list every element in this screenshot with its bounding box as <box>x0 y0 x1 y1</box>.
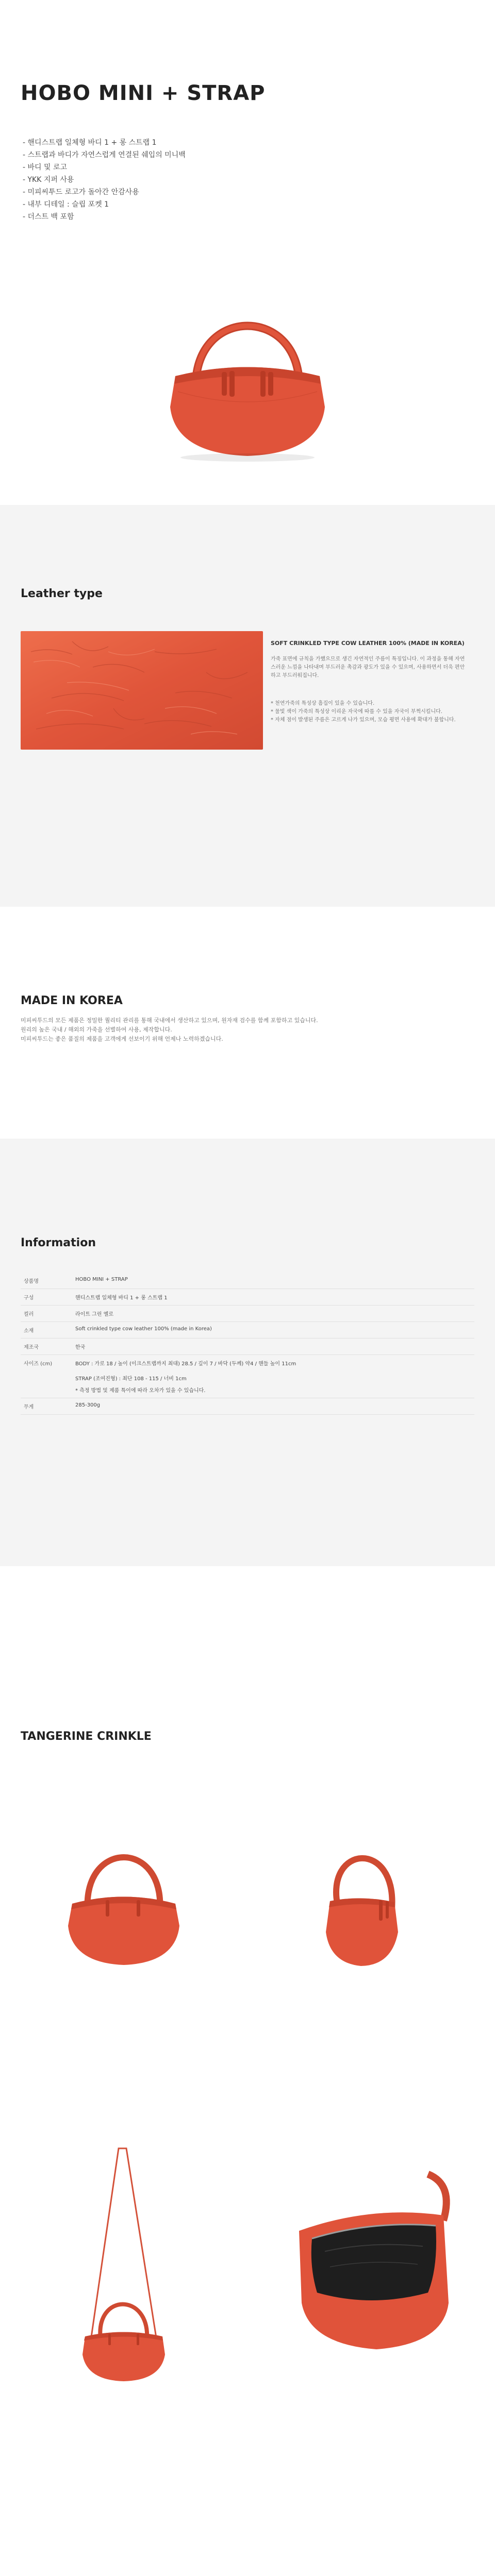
feature-item: - 바디 및 로고 <box>23 163 68 172</box>
info-value: * 측정 방법 및 제품 특이에 따라 오차가 있을 수 있습니다. <box>75 1388 206 1394</box>
info-key: 컬러 <box>21 1306 72 1322</box>
information-table <box>21 1273 474 1415</box>
feature-item: - 더스트 백 포함 <box>23 213 74 221</box>
leather-heading: Leather type <box>21 587 103 600</box>
info-value: Soft crinkled type cow leather 100% (made in Korea) <box>72 1322 474 1338</box>
feature-item: - YKK 지퍼 사용 <box>23 176 74 184</box>
feature-list <box>23 137 186 223</box>
info-key: 사이즈 (cm) <box>21 1355 72 1398</box>
product-photo-side <box>289 1808 433 1978</box>
leather-type-section <box>0 505 495 907</box>
table-row <box>21 1273 474 1289</box>
leather-description: 가죽 표면에 규칙을 가했으므로 생긴 자연적인 주름이 특징입니다. 이 과정을 통해 자연스러운 느낌을 나타내며 부드러운 촉감과 광도가 있을 수 있으며, 사용하면서 더욱 편안하고 부드러워집니다. <box>271 656 465 679</box>
feature-item: - 핸디스트랩 일체형 바디 1 + 롱 스트랩 1 <box>23 139 157 147</box>
header-section <box>0 0 495 505</box>
product-title: HOBO MINI + STRAP <box>21 81 266 105</box>
info-key: 상품명 <box>21 1273 72 1289</box>
table-row <box>21 1322 474 1338</box>
info-value: 한국 <box>72 1338 474 1355</box>
info-key: 구성 <box>21 1289 72 1306</box>
info-key: 무게 <box>21 1398 72 1415</box>
feature-item: - 내부 디테일 : 슬립 포켓 1 <box>23 200 109 209</box>
leather-note: * 물빛 색이 가죽의 특성상 이리운 자국에 따를 수 있을 자국이 부쩍시킬니다. <box>271 709 442 715</box>
made-in-korea-heading: MADE IN KOREA <box>21 994 123 1007</box>
info-value: HOBO MINI + STRAP <box>72 1273 474 1289</box>
made-in-korea-line: 미피씨투드는 좋은 품질의 제품을 고객에게 선보이기 위해 언제나 노력하겠습니다. <box>21 1036 223 1042</box>
info-key: 소재 <box>21 1322 72 1338</box>
table-row <box>21 1306 474 1322</box>
info-value: 285-300g <box>72 1398 474 1415</box>
leather-notes <box>271 700 467 724</box>
made-in-korea-section <box>0 907 495 1139</box>
tangerine-heading: TANGERINE CRINKLE <box>21 1730 152 1743</box>
info-value: 라이트 그린 옐로 <box>72 1306 474 1322</box>
tangerine-crinkle-section <box>0 1566 495 2576</box>
table-row <box>21 1398 474 1415</box>
info-value: 핸디스트랩 일체형 바디 1 + 롱 스트랩 1 <box>72 1289 474 1306</box>
feature-item: - 스트랩과 바디가 자연스럽게 연결된 쉐입의 미니백 <box>23 151 186 159</box>
product-photo-interior <box>289 2138 459 2406</box>
info-value-multiline <box>72 1355 474 1398</box>
info-key: 제조국 <box>21 1338 72 1355</box>
leather-name: SOFT CRINKLED TYPE COW LEATHER 100% (MADE IN KOREA) <box>271 640 465 647</box>
information-heading: Information <box>21 1236 96 1249</box>
info-value: STRAP (조여진형) : 최단 108 - 115 / 너비 1cm <box>75 1376 187 1382</box>
made-in-korea-line: 원리의 높은 국내 / 해외의 가죽을 선별하여 사용, 제작합니다. <box>21 1026 172 1033</box>
info-value: BODY : 가로 18 / 높이 (이크스트랩까지 최대) 28.5 / 깊이 7 / 바닥 (두께) 약4 / 핸들 높이 11cm <box>75 1361 296 1367</box>
leather-swatch-image <box>21 631 263 750</box>
made-in-korea-line: 미피씨투드의 모든 제품은 정밀한 퀄리티 관리를 통해 국내에서 생산하고 있으며, 원자재 검수를 함께 포함하고 있습니다. <box>21 1017 318 1024</box>
leather-note: * 천연가죽의 특성상 흠집이 있을 수 있습니다. <box>271 701 375 706</box>
made-in-korea-text <box>21 1016 474 1044</box>
product-photo-strap <box>52 2138 196 2406</box>
information-section <box>0 1139 495 1566</box>
product-photo-front <box>52 1808 196 1978</box>
table-row <box>21 1338 474 1355</box>
feature-item: - 미피씨투드 로고가 돌아간 안감사용 <box>23 188 139 196</box>
main-product-image <box>139 237 356 474</box>
table-row <box>21 1355 474 1398</box>
table-row <box>21 1289 474 1306</box>
leather-note: * 자체 점이 발생된 주름은 고르게 나가 있으며, 모습 평면 사용에 확대가 불합니다. <box>271 717 456 723</box>
